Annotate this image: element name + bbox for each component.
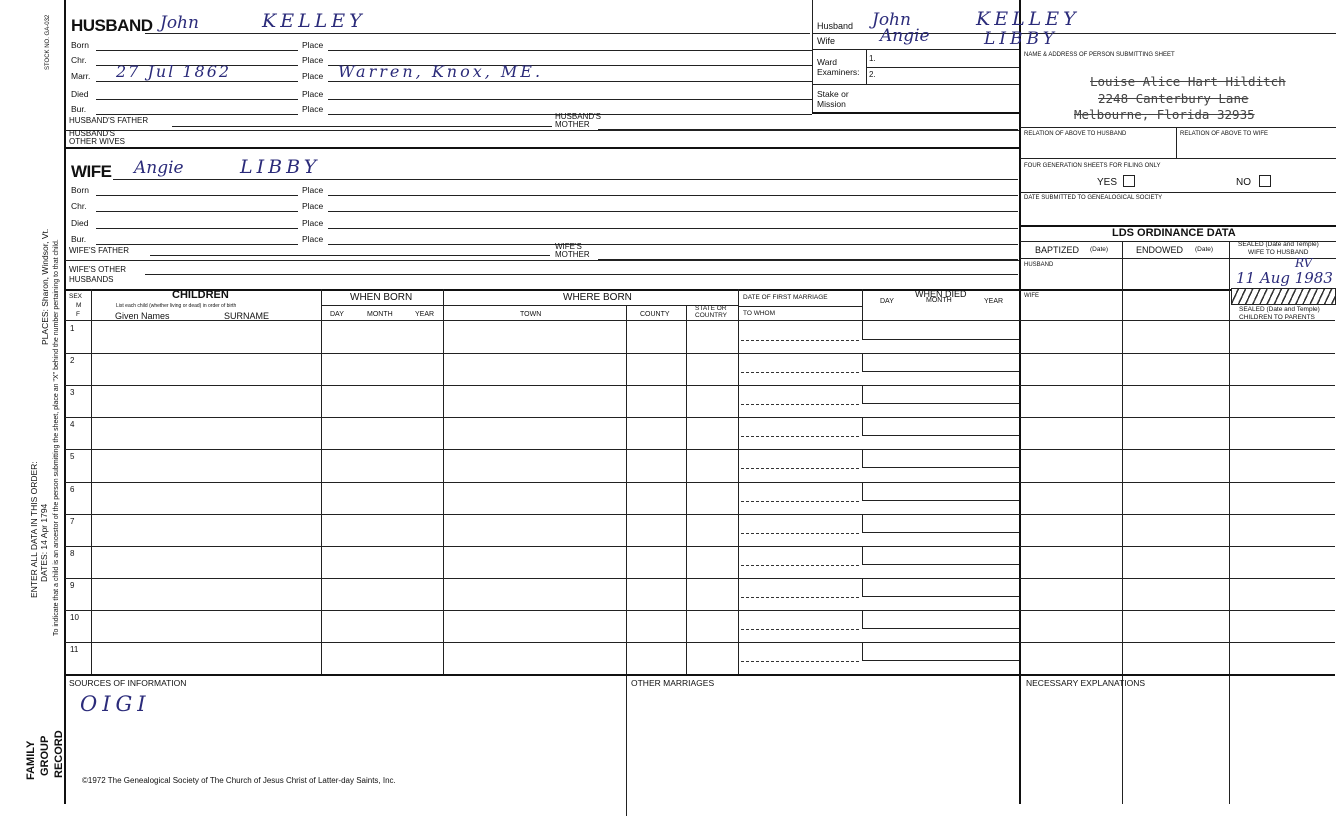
husband-given-name[interactable]: John (160, 13, 199, 33)
wife-given-name[interactable]: Angie (134, 158, 184, 178)
child-row-divider (65, 642, 1335, 643)
ancestor-note: To indicate that a child is an ancestor of the person submitting the sheet, place an "X" behind the number pertaining to that child. (53, 239, 60, 636)
no-checkbox[interactable] (1259, 175, 1271, 187)
wifes-mother-label-2: MOTHER (555, 250, 590, 259)
wifes-mother-label-1: WIFE'S (555, 242, 582, 251)
husband-place-label: Place (302, 40, 324, 50)
husband-event-label: Bur. (71, 104, 87, 114)
husband-date-line[interactable] (96, 81, 298, 82)
wife-section-bottom (65, 289, 1335, 291)
husbands-father-label: HUSBAND'S FATHER (69, 116, 149, 125)
marriage-date-dashline[interactable] (741, 468, 859, 469)
born-day-label: DAY (330, 311, 344, 318)
child-row-number: 8 (70, 549, 75, 558)
given-names-label: Given Names (115, 311, 170, 321)
children-title: CHILDREN (172, 289, 229, 301)
dates-example: DATES: 14 Apr 1794 (39, 503, 49, 582)
child-row[interactable] (65, 385, 1019, 417)
died-bracket-line (862, 628, 1019, 629)
died-bracket-line (862, 500, 1019, 501)
when-died-label: WHEN DIED (915, 289, 967, 299)
endowed-date-label: (Date) (1195, 246, 1214, 253)
submitter-name[interactable]: Louise Alice Hart Hilditch (1090, 74, 1286, 89)
enter-all-data-label: ENTER ALL DATA IN THIS ORDER: (29, 461, 39, 598)
surname-label: SURNAME (224, 311, 270, 321)
wife-date-line[interactable] (96, 211, 298, 212)
died-bracket-line (862, 339, 1019, 340)
other-husbands-label-1: WIFE'S OTHER (69, 265, 127, 274)
died-bracket (862, 642, 863, 660)
sex-f-label: F (76, 311, 80, 318)
examiners-label: Examiners: (817, 67, 860, 77)
other-wives-label-1: HUSBAND'S (69, 129, 115, 138)
died-bracket (862, 578, 863, 596)
marriage-date-dashline[interactable] (741, 372, 859, 373)
ward-wife-surname[interactable]: LIBBY (984, 29, 1058, 49)
husbands-father-line[interactable] (172, 126, 552, 127)
sources-value[interactable]: OIGI (80, 692, 151, 716)
col-marriage (862, 289, 863, 320)
ward-box-border (812, 0, 813, 113)
child-row-number: 5 (70, 452, 75, 461)
endowed-label: ENDOWED (1136, 245, 1183, 255)
marriage-date-dashline[interactable] (741, 404, 859, 405)
wife-place-label: Place (302, 185, 324, 195)
examiner-1[interactable]: 1. (869, 54, 876, 63)
where-born-label: WHERE BORN (563, 292, 632, 303)
child-row-divider (65, 610, 1335, 611)
wife-surname[interactable]: LIBBY (240, 156, 321, 178)
husband-name-line (145, 33, 810, 34)
child-row-number: 3 (70, 388, 75, 397)
child-row[interactable] (65, 546, 1019, 578)
lds-col-divider (1229, 241, 1230, 804)
children-table-bottom (65, 674, 1335, 676)
ward-husband-surname[interactable]: KELLEY (976, 8, 1080, 30)
form-title-record: RECORD (53, 730, 65, 778)
husband-date-line[interactable] (96, 114, 298, 115)
child-row-divider (65, 482, 1335, 483)
child-row[interactable] (65, 610, 1019, 642)
child-row-number: 6 (70, 485, 75, 494)
examiner-divider (866, 67, 1019, 68)
yes-checkbox[interactable] (1123, 175, 1135, 187)
baptized-label: BAPTIZED (1035, 245, 1080, 255)
husband-place-line[interactable] (328, 99, 812, 100)
born-month-label: MONTH (367, 311, 393, 318)
lds-wife-label: WIFE (1024, 293, 1039, 299)
husband-surname[interactable]: KELLEY (262, 10, 366, 32)
sealed-children-label-2: CHILDREN TO PARENTS (1239, 314, 1315, 321)
right-column-border (1019, 0, 1021, 804)
husband-date-line[interactable] (96, 99, 298, 100)
to-whom-label: TO WHOM (743, 310, 776, 317)
child-row-divider (65, 353, 1335, 354)
sealed-temple[interactable]: RV (1295, 256, 1313, 270)
wife-date-line[interactable] (96, 244, 298, 245)
wife-date-line[interactable] (96, 228, 298, 229)
child-row-number: 1 (70, 324, 75, 333)
wife-place-line[interactable] (328, 244, 1018, 245)
marriage-date-dashline[interactable] (741, 436, 859, 437)
child-row-number: 2 (70, 356, 75, 365)
husband-event-label: Died (71, 89, 89, 99)
child-row-divider (65, 578, 1335, 579)
other-husbands-line[interactable] (145, 274, 1018, 275)
child-row[interactable] (65, 321, 1019, 353)
marriage-date-dashline[interactable] (741, 533, 859, 534)
husbands-mother-label-1: HUSBAND'S (555, 112, 601, 121)
child-row-divider (65, 417, 1335, 418)
ward-wife-given[interactable]: Angie (880, 26, 930, 46)
sealed-date[interactable]: 11 Aug 1983 (1236, 269, 1333, 287)
wife-date-line[interactable] (96, 195, 298, 196)
divider (1020, 158, 1336, 159)
submitter-city[interactable]: Melbourne, Florida 32935 (1074, 107, 1255, 122)
places-example: PLACES: Sharon, Windsor, Vt. (40, 228, 50, 345)
town-label: TOWN (520, 311, 542, 318)
wife-place-line[interactable] (328, 195, 1018, 196)
died-bracket (862, 385, 863, 403)
died-bracket-line (862, 467, 1019, 468)
divider (1020, 192, 1336, 193)
died-bracket (862, 610, 863, 628)
wife-heading: WIFE (71, 162, 112, 181)
wife-name-line (113, 179, 1018, 180)
husband-event-label: Born (71, 40, 89, 50)
died-bracket (862, 353, 863, 371)
died-bracket-line (862, 403, 1019, 404)
divider (321, 305, 443, 306)
ward-label: Ward (817, 57, 837, 67)
ward-box-bottom (812, 112, 1020, 114)
died-bracket-line (862, 435, 1019, 436)
children-subtitle: List each child (whether living or dead) in order of birth (116, 303, 237, 309)
child-row-divider (65, 546, 1335, 547)
child-row-number: 4 (70, 420, 75, 429)
child-row[interactable] (65, 353, 1019, 385)
husband-place-line[interactable] (328, 50, 812, 51)
husband-place-label: Place (302, 89, 324, 99)
sources-label: SOURCES OF INFORMATION (69, 678, 187, 688)
died-bracket-line (862, 564, 1019, 565)
husbands-mother-label-2: MOTHER (555, 120, 590, 129)
died-bracket (862, 449, 863, 467)
lds-col-divider (1122, 241, 1123, 804)
husband-event-place[interactable]: Warren, Knox, ME. (338, 62, 544, 81)
husband-date-line[interactable] (96, 50, 298, 51)
died-bracket (862, 482, 863, 500)
state-label-2: COUNTRY (695, 312, 728, 319)
stake-label: Stake or (817, 89, 849, 99)
child-row[interactable] (65, 642, 1019, 674)
county-label: COUNTY (640, 311, 670, 318)
divider (443, 305, 738, 306)
wife-place-label: Place (302, 201, 324, 211)
husband-event-label: Chr. (71, 55, 87, 65)
died-bracket (862, 514, 863, 532)
examiner-2[interactable]: 2. (869, 70, 876, 79)
ward-wife-label: Wife (817, 36, 835, 46)
no-label: NO (1236, 177, 1251, 188)
marriage-date-dashline[interactable] (741, 501, 859, 502)
husband-place-label: Place (302, 104, 324, 114)
divider (738, 306, 862, 307)
died-bracket-line (862, 660, 1019, 661)
child-row[interactable] (65, 578, 1019, 610)
born-year-label: YEAR (415, 311, 435, 318)
child-row-divider (65, 385, 1335, 386)
sealed-wife-label-2: WIFE TO HUSBAND (1248, 249, 1309, 256)
died-year-label: YEAR (984, 298, 1004, 305)
divider (1020, 258, 1336, 259)
divider (1020, 127, 1336, 128)
child-row[interactable] (65, 417, 1019, 449)
wifes-father-line[interactable] (150, 255, 550, 256)
child-row[interactable] (65, 514, 1019, 546)
child-row-divider (65, 449, 1335, 450)
child-row-number: 9 (70, 581, 75, 590)
sealed-children-label-1: SEALED (Date and Temple) (1239, 306, 1320, 313)
four-generation-label: FOUR GENERATION SHEETS FOR FILING ONLY (1024, 163, 1161, 169)
marriage-date-dashline[interactable] (741, 597, 859, 598)
divider (65, 260, 1019, 261)
lds-husband-label: HUSBAND (1024, 262, 1054, 268)
child-row-number: 10 (70, 613, 79, 622)
marriage-date-dashline[interactable] (741, 565, 859, 566)
marriage-date-dashline[interactable] (741, 661, 859, 662)
sealed-wife-label-1: SEALED (Date and Temple) (1238, 241, 1319, 248)
wife-event-label: Died (71, 218, 89, 228)
child-row-number: 11 (70, 645, 79, 654)
sealed-hatched-area (1231, 288, 1336, 305)
child-row[interactable] (65, 449, 1019, 481)
necessary-explanations-label: NECESSARY EXPLANATIONS (1026, 678, 1146, 688)
form-title-family: FAMILY (25, 740, 37, 780)
child-row[interactable] (65, 482, 1019, 514)
copyright-notice: ©1972 The Genealogical Society of The Church of Jesus Christ of Latter-day Saints, Inc. (82, 776, 396, 785)
yes-label: YES (1097, 177, 1118, 188)
other-husbands-label-2: HUSBANDS (69, 275, 114, 284)
died-bracket (862, 321, 863, 339)
child-row-number: 7 (70, 517, 75, 526)
first-marriage-label: DATE OF FIRST MARRIAGE (743, 294, 828, 301)
husband-section-bottom (65, 147, 1019, 149)
stock-number: STOCK NO. GA-032 (45, 14, 51, 70)
form-title-group: GROUP (39, 735, 51, 776)
husband-event-label: Marr. (71, 71, 91, 81)
wife-event-label: Bur. (71, 234, 87, 244)
relation-to-wife-label: RELATION OF ABOVE TO WIFE (1180, 131, 1269, 137)
ward-row-line (813, 49, 1019, 50)
wife-place-line[interactable] (328, 228, 1018, 229)
submitter-street[interactable]: 2248 Canterbury Lane (1098, 91, 1249, 106)
sex-m-label: M (76, 302, 82, 309)
divider (1176, 127, 1177, 158)
died-bracket-line (862, 371, 1019, 372)
husband-place-line[interactable] (328, 81, 812, 82)
died-bracket (862, 417, 863, 435)
wife-place-label: Place (302, 218, 324, 228)
husband-place-label: Place (302, 71, 324, 81)
wife-event-label: Born (71, 185, 89, 195)
marriage-date-dashline[interactable] (741, 340, 859, 341)
lds-title: LDS ORDINANCE DATA (1112, 227, 1236, 239)
mission-label: Mission (817, 99, 846, 109)
submitter-header: NAME & ADDRESS OF PERSON SUBMITTING SHEET (1024, 52, 1175, 58)
wife-place-line[interactable] (328, 211, 1018, 212)
died-bracket (862, 546, 863, 564)
ward-husband-label: Husband (817, 21, 854, 31)
marriage-date-dashline[interactable] (741, 629, 859, 630)
wife-place-label: Place (302, 234, 324, 244)
wife-event-label: Chr. (71, 201, 87, 211)
husband-event-date[interactable]: 27 Jul 1862 (116, 62, 232, 81)
divider (65, 130, 1019, 131)
wifes-father-label: WIFE'S FATHER (69, 246, 130, 255)
state-label-1: STATE OR (695, 305, 727, 312)
died-bracket-line (862, 532, 1019, 533)
relation-to-husband-label: RELATION OF ABOVE TO HUSBAND (1024, 131, 1127, 137)
died-day-label: DAY (880, 298, 894, 305)
husband-place-label: Place (302, 55, 324, 65)
when-born-label: WHEN BORN (350, 292, 413, 303)
died-month-label: MONTH (926, 297, 952, 304)
date-submitted-label: DATE SUBMITTED TO GENEALOGICAL SOCIETY (1024, 195, 1163, 201)
baptized-date-label: (Date) (1090, 246, 1109, 253)
other-marriages-label: OTHER MARRIAGES (631, 678, 715, 688)
ward-husband-given[interactable]: John (872, 10, 911, 30)
child-row-divider (65, 514, 1335, 515)
husband-heading: HUSBAND (71, 16, 153, 35)
died-bracket-line (862, 596, 1019, 597)
other-wives-label-2: OTHER WIVES (69, 137, 126, 146)
ward-row-line (813, 84, 1019, 85)
sex-label: SEX (69, 293, 83, 300)
